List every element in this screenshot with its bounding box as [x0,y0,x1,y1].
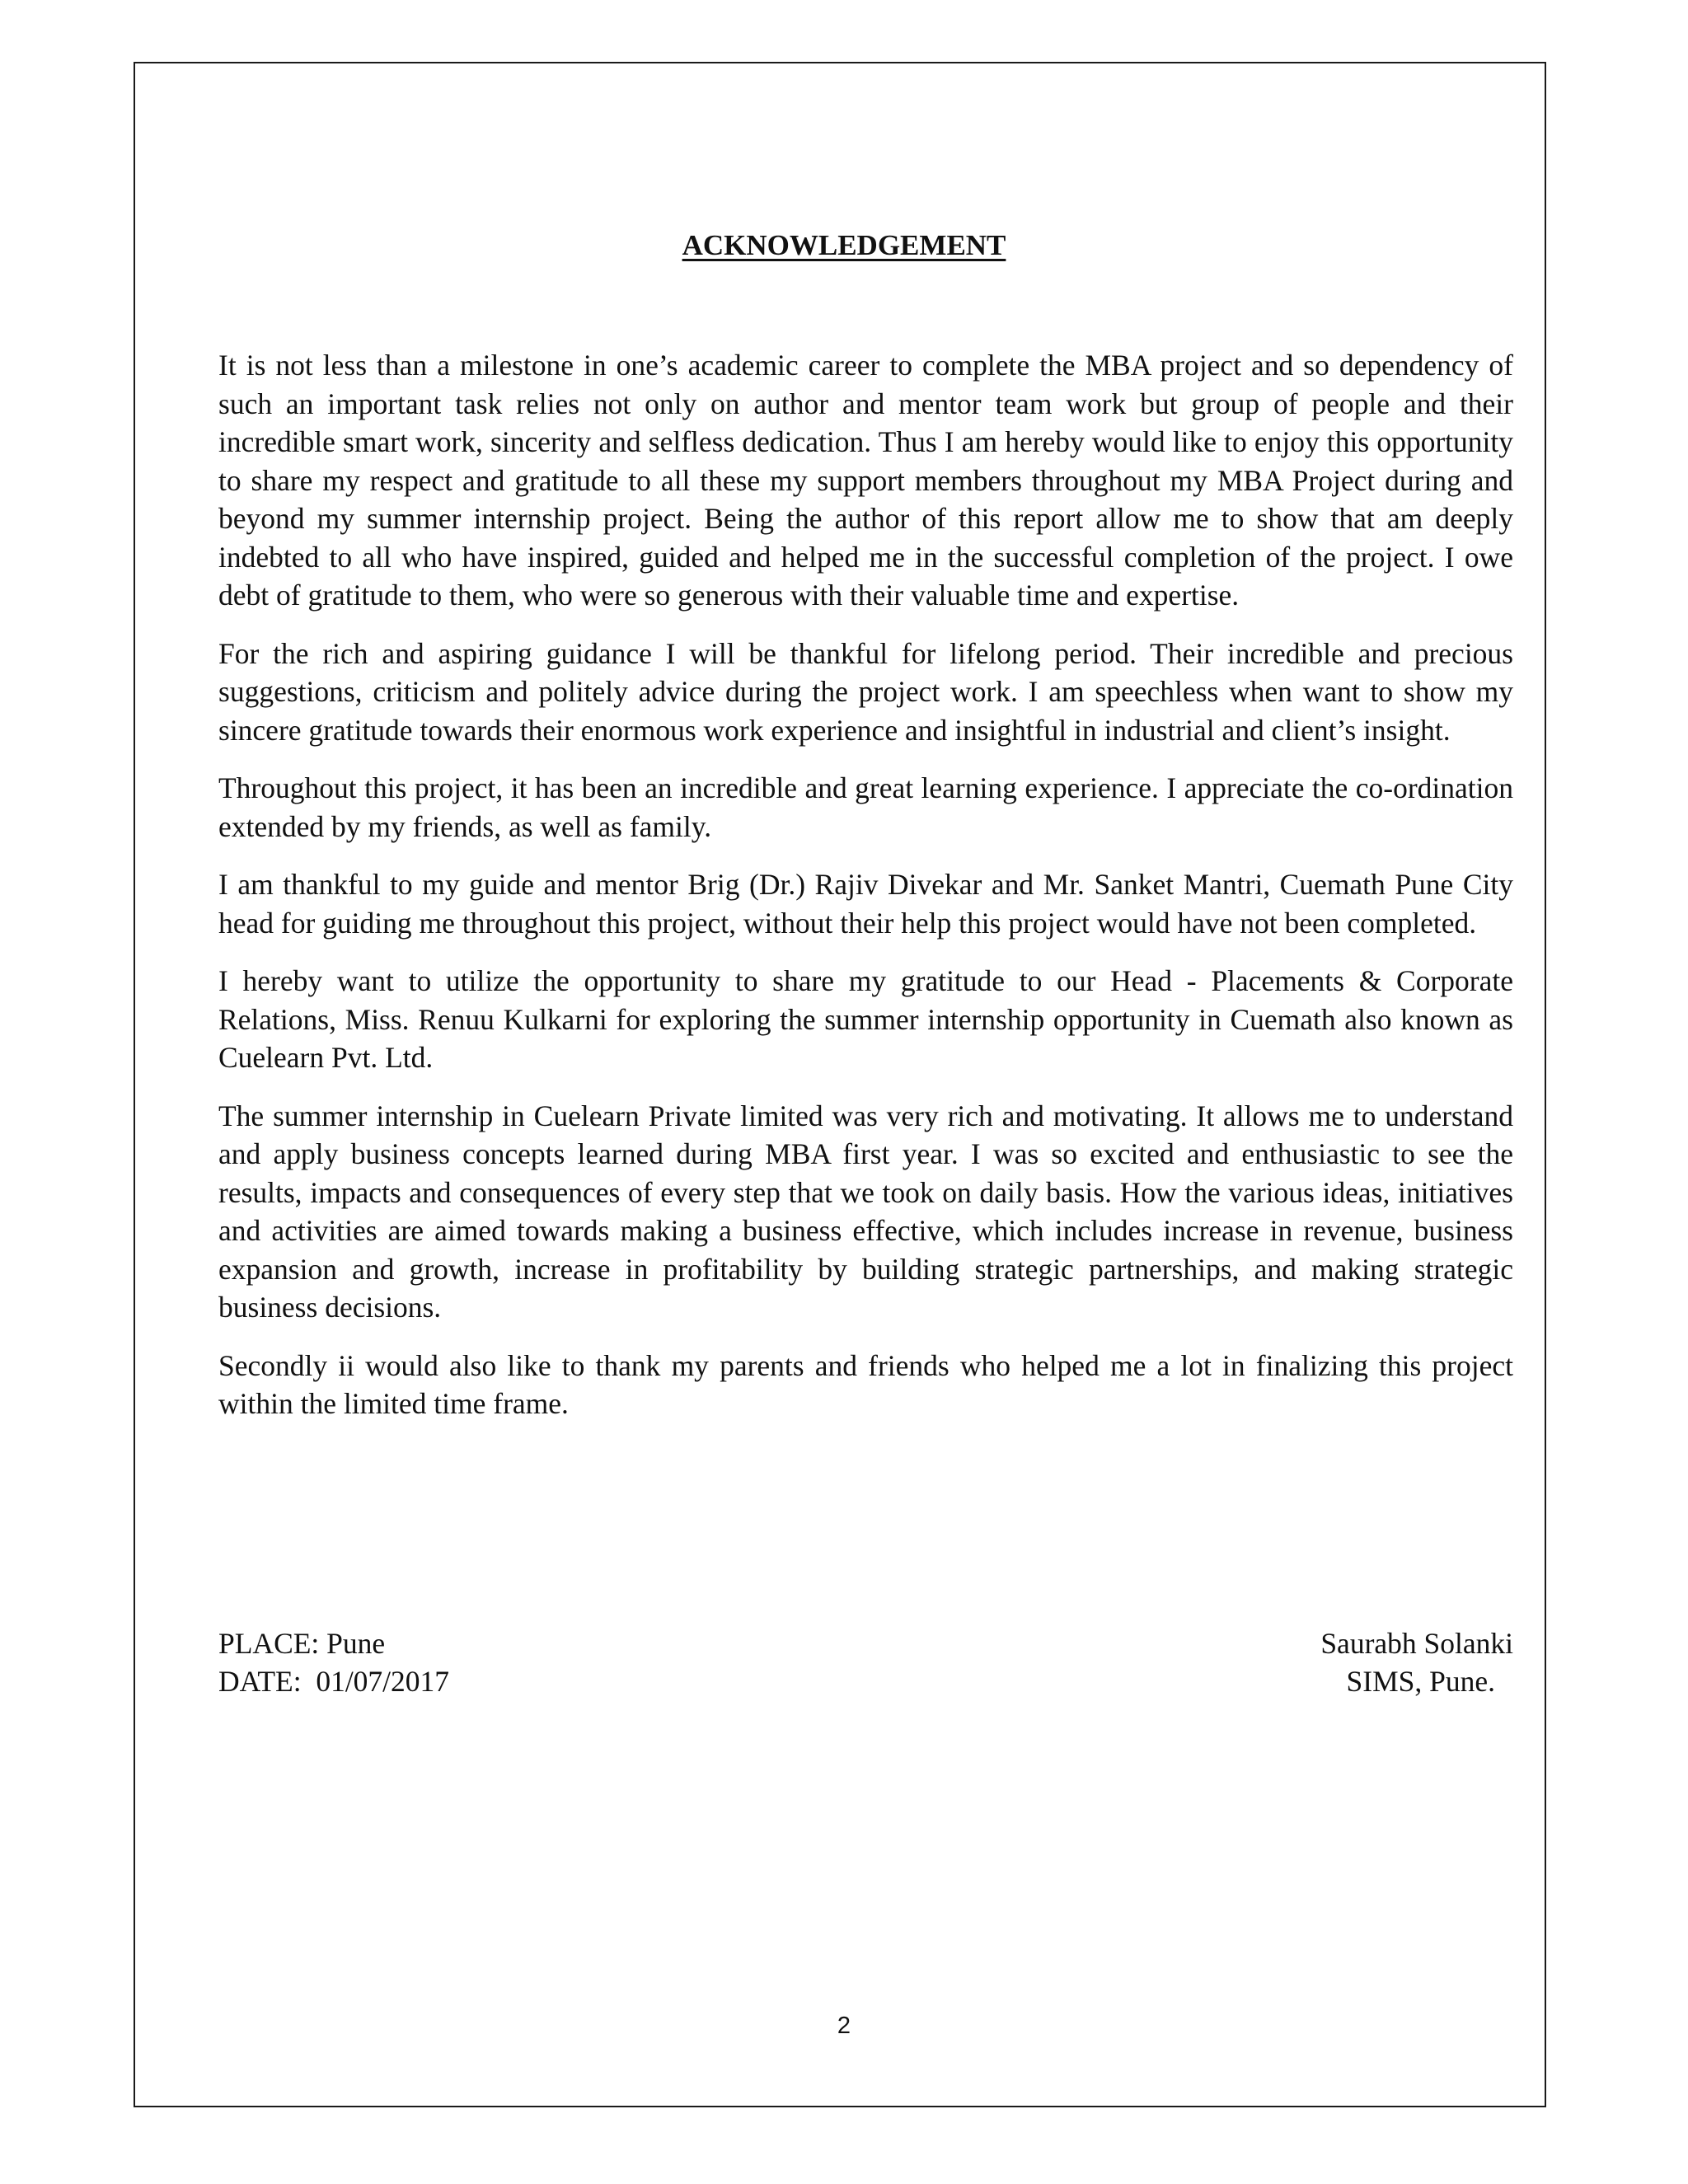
paragraph-3: Throughout this project, it has been an incredible and great learning experience. I appreciate the co-ordination extended by my friends, as well as family. [218,771,1513,843]
page-number: 2 [837,2013,851,2039]
paragraph-5: I hereby want to utilize the opportunity to share my gratitude to our Head - Placements & Corporate Relations, Miss. Renuu Kulkarni for exploring the summer internship opportunity in Cuemath also known as Cuelearn Pvt. Ltd. [218,964,1513,1074]
paragraph-6: The summer internship in Cuelearn Private limited was very rich and motivating. It allows me to understand and apply business concepts learned during MBA first year. I was so excited and enthusiastic to see the results, impacts and consequences of every step that we took on daily basis. How the various ideas, initiatives and activities are aimed towards making a business effective, which includes increase in revenue, business expansion and growth, increase in profitability by building strategic partnerships, and making strategic business decisions. [218,1099,1513,1324]
paragraph-7: Secondly ii would also like to thank my parents and friends who helped me a lot in finalizing this project within the limited time frame. [218,1348,1513,1420]
paragraph-2: For the rich and aspiring guidance I will be thankful for lifelong period. Their incredible and precious suggestions, criticism and politely advice during the project work. I am speechless when want to show my sincere gratitude towards their enormous work experience and insightful in industrial and client’s insight. [218,636,1513,747]
author-name: Saurabh Solanki [1320,1627,1513,1660]
signature-row-2 [218,1662,1513,1700]
paragraph-1: It is not less than a milestone in one’s academic career to complete the MBA project and so dependency of such an important task relies not only on author and mentor team work but group of people and their incredible smart work, sincerity and selfless dedication. Thus I am hereby would like to enjoy this opportunity to share my respect and gratitude to all these my support members throughout my MBA Project during and beyond my summer internship project. Being the author of this report allow me to show that am deeply indebted to all who have inspired, guided and helped me in the successful completion of the project. I owe debt of gratitude to them, who were so generous with their valuable time and expertise. [218,349,1513,612]
paragraph-4: I am thankful to my guide and mentor Brig (Dr.) Rajiv Divekar and Mr. Sanket Mantri, Cuemath Pune City head for guiding me throughout this project, without their help this project would have not been completed. [218,868,1513,940]
acknowledgement-body [218,346,1513,1443]
author-affiliation: SIMS, Pune. [1346,1665,1495,1698]
page-title: ACKNOWLEDGEMENT [682,229,1006,261]
place-label: PLACE: Pune [218,1627,386,1660]
date-label: DATE: 01/07/2017 [218,1665,450,1698]
signature-row-1 [218,1624,1513,1662]
